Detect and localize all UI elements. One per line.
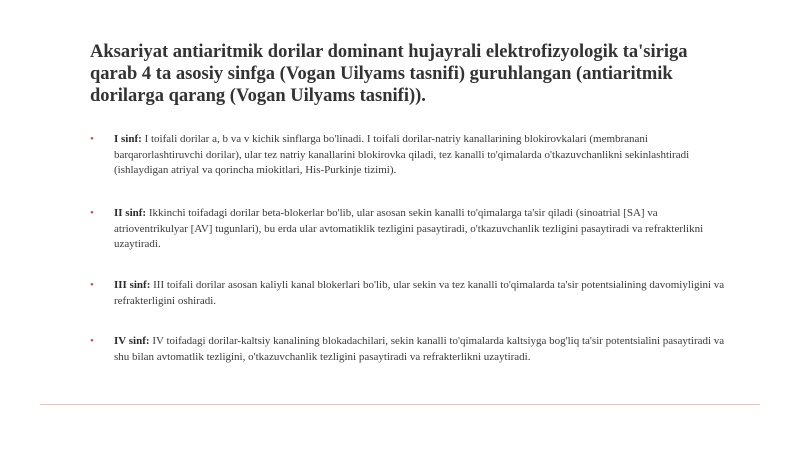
- footer-divider: [40, 404, 760, 405]
- bullet-text: IV toifadagi dorilar-kaltsiy kanalining blokadachilari, sekin kanalli to'qimalarda kaltsiyga bog'liq ta'sir potentsialini pasaytiradi va shu bilan avtomatlik tezligini, o'tkazuvchanlik tezligini pasaytiradi va refrakterlikni uzaytiradi.: [114, 335, 725, 363]
- bullet-list: [90, 132, 730, 384]
- bullet-text: Ikkinchi toifadagi dorilar beta-blokerlar bo'lib, ular asosan sekin kanalli to'qimalarga ta'sir qiladi (sinoatrial [SA] va atrioventrikulyar [AV] tugunlari), bu erda ular avtomatiklik tezligini pasaytiradi, o'tkazuvchanlik tezligini pasaytiradi va refrakterlikni uzaytiradi.: [114, 207, 704, 250]
- bullet-marker-icon: •: [90, 279, 94, 291]
- bullet-lead: I sinf:: [114, 133, 142, 145]
- bullet-item-class-2: [90, 206, 730, 278]
- bullet-marker-icon: •: [90, 207, 94, 219]
- slide-title: Aksariyat antiaritmik dorilar dominant hujayrali elektrofizyologik ta'siriga qarab 4 ta asosiy sinfga (Vogan Uilyams tasnifi) guruhlangan (antiaritmik dorilarga qarang (Vogan Uilyams tasnifi)).: [90, 42, 688, 106]
- bullet-marker-icon: •: [90, 335, 94, 347]
- bullet-text: III toifali dorilar asosan kaliyli kanal blokerlari bo'lib, ular sekin va tez kanalli to'qimalarda ta'sir potentsialining davomiyligini va refrakterligini oshiradi.: [114, 279, 725, 307]
- bullet-text: I toifali dorilar a, b va v kichik sinflarga bo'linadi. I toifali dorilar-natriy kanallarining blokirovkalari (membranani barqarorlashtiruvchi dorilar), ular tez natriy kanallarini blokirovka qiladi, tez kanalli to'qimalarda o'tkazuvchanlikni sekinlashtiradi (ishlaydigan atriyal va qorincha miokitlari, His-Purkinje tizimi).: [114, 133, 690, 176]
- bullet-item-class-1: [90, 132, 730, 206]
- bullet-lead: II sinf:: [114, 207, 147, 219]
- bullet-lead: IV sinf:: [114, 335, 150, 347]
- bullet-item-class-3: [90, 278, 730, 334]
- bullet-lead: III sinf:: [114, 279, 151, 291]
- bullet-item-class-4: [90, 334, 730, 384]
- bullet-marker-icon: •: [90, 133, 94, 145]
